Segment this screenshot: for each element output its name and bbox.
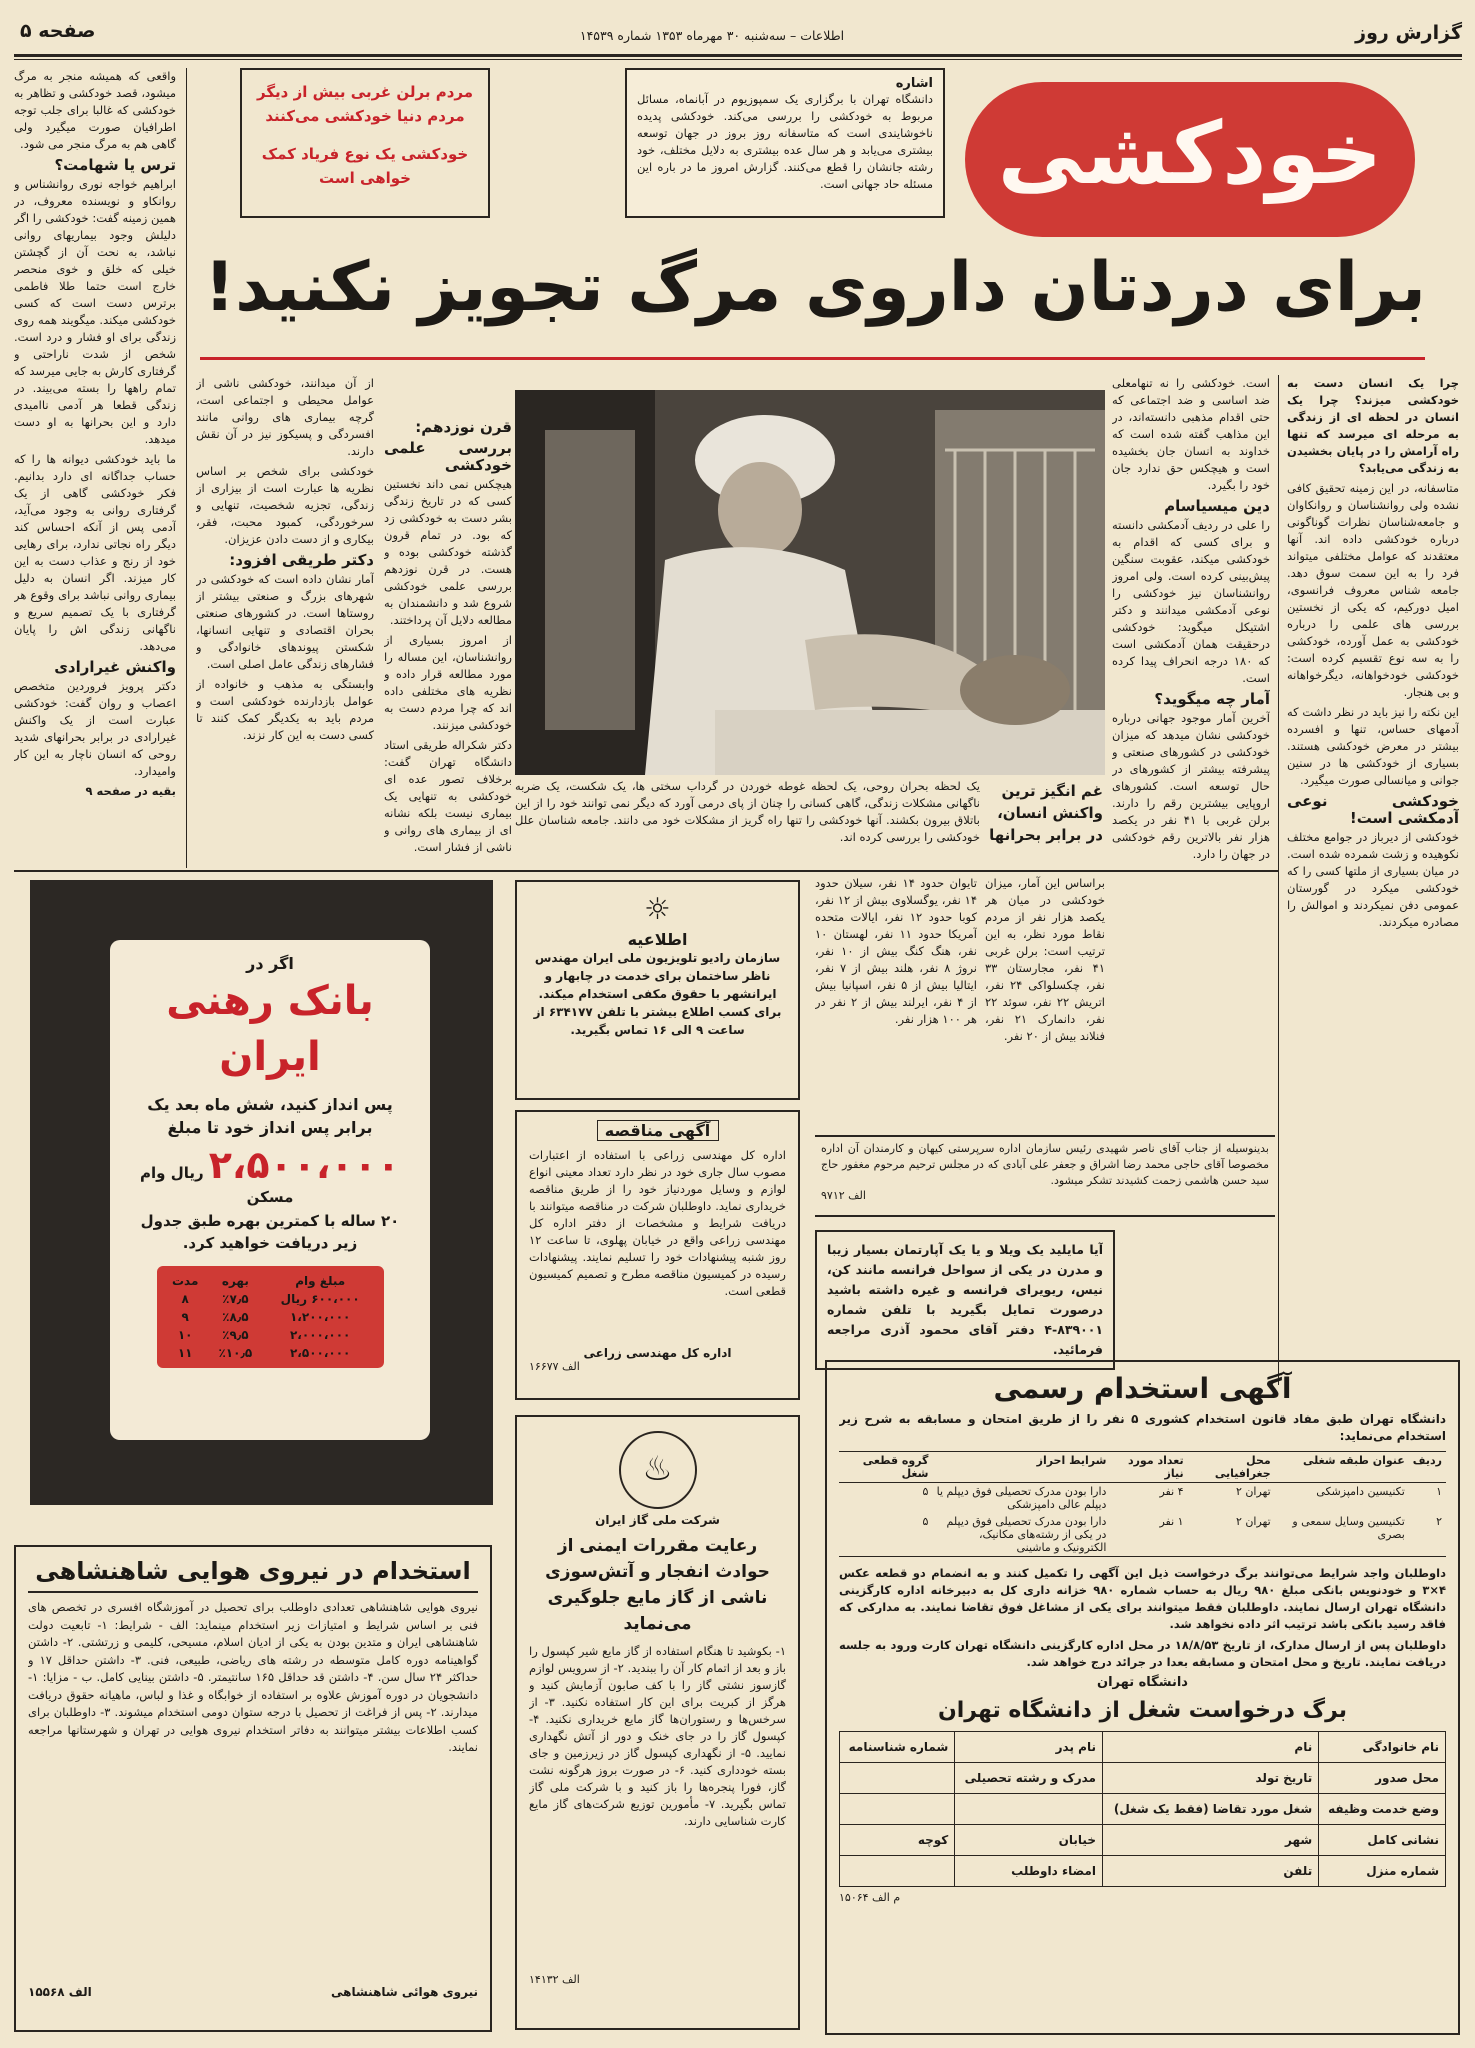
tender-signature: اداره کل مهندسی زراعی	[583, 1346, 732, 1360]
villa-text: آیا مایلید یک ویلا و یا یک آپارتمان بسیار زیبا و مدرن در یکی از سواحل فرانسه مانند کن، نیس، ریویرای فرانسه و غیره داشته باشید درصورت تمایل بگیرید با تلفن شماره ۸۳۹۰۰۱-۴ دفتر آقای محمود آذری مراجعه فرمائید.	[827, 1242, 1103, 1357]
lion-sun-emblem: ☼	[644, 892, 671, 927]
issue-line: اطلاعات – سه‌شنبه ۳۰ مهرماه ۱۳۵۳ شماره ۱۴۵۳۹	[579, 28, 845, 43]
col1-para-2: متاسفانه، در این زمینه تحقیق کافی نشده ولی روانشناسان و روانکاوان و جامعه‌شناسان نظرات گوناگونی درباره خودکشی داده اند. آنها معتقدند که عوامل مختلفی میتواند فرد را به این سمت سوق دهد. جامعه شناس معروف فرانسوی، امیل دورکیم، که یکی از نخستین بررسی های علمی را درباره خودکشی به عمل آورده، خودکشی را به سه نوع تقسیم کرده است: خودکشی خودخواهانه، دیگرخواهانه و بی هنجار.	[1287, 481, 1459, 699]
rate-cell: ۱۱	[177, 1346, 193, 1360]
form-row	[840, 1794, 1446, 1825]
form-field-label: تاریخ تولد	[1102, 1763, 1318, 1794]
air-force-text: نیروی هوایی شاهنشاهی تعدادی داوطلب برای تحصیل در آموزشگاه افسری در تخصص های فنی بر اساس شرایط و امتیازات زیر استخدام مینماید: الف - شرایط: ۱- تابعیت دولت شاهنشاهی ایران و متدین بودن به یکی از ادیان اسلام، مسیحی، کلیمی و زرتشتی. ۲- داشتن گواهینامه دوره کامل متوسطه در رشته های ریاضی، طبیعی، فنی. ۳- داشتن حداقل ۱۷ و حداکثر ۲۴ سال سن. ۴- داشتن قد حداقل ۱۶۵ سانتیمتر. ۵- داشتن بینایی کامل. ب - مزایا: ۱- دانشجویان در دوره آموزش علاوه بر استفاده از خوابگاه و غذا و لباس، ماهیانه حقوق دریافت میدارند. ۲- پس از فراغت از تحصیل با درجه ستوان دومی استخدام میشوند. ۳- داوطلبان برای کسب اطلاعات بیشتر میتوانند به دفاتر استخدام نیروی هوایی در تهران و شهرستانها مراجعه نمایند.	[28, 1600, 478, 1754]
form-field-label: خیابان	[955, 1825, 1103, 1856]
uni-col-header: ردیف	[1412, 1454, 1442, 1467]
mid-para-1: از آن میدانند، خودکشی ناشی از عوامل محیطی و اجتماعی است، گرچه بیماری های روانی مانند افسردگی و پسیکوز نیز در آن نقش دارند.	[196, 376, 374, 458]
uni-cell: دارا بودن مدرک تحصیلی فوق دیپلم یا دیپلم عالی دامپزشکی	[936, 1485, 1107, 1511]
mid-rule-horizontal	[14, 870, 1278, 872]
uni-table-row	[839, 1513, 1446, 1557]
uni-col-header: تعداد مورد نیاز	[1127, 1454, 1184, 1480]
photo-illustration	[515, 390, 1105, 775]
bank-ad-line-4: ۲۰ ساله با کمترین بهره طبق جدول	[140, 1212, 400, 1230]
form-field-label: وضع خدمت وظیفه	[1319, 1794, 1446, 1825]
tender-text: اداره کل مهندسی زراعی با استفاده از اعتبارات مصوب سال جاری خود در نظر دارد تعداد معینی انواع لوازم و وسایل موردنیاز خود را از طریق مناقصه خریداری نماید. داوطلبان شرکت در مناقصه میتوانند با دریافت شرایط و مشخصات از دفتر اداره کل مهندسی زراعی واقع در خیابان پهلوی، تا ساعت ۱۲ روز شنبه پیشنهادات خود را تسلیم نمایند. پیشنهادات رسیده در کمیسیون مناقصه مطرح و تصمیم کمیسیون قطعی است.	[529, 1148, 786, 1298]
bank-amount-unit: ریال وام مسکن	[140, 1164, 294, 1206]
uni-code: م الف ۱۵۰۶۴	[839, 1891, 901, 1904]
air-force-signature	[28, 1985, 478, 1999]
gas-safety-ad	[515, 1415, 800, 2030]
thanks-notice	[815, 1135, 1275, 1217]
bank-name: بانک رهنی ایران	[166, 978, 374, 1080]
uni-signature: دانشگاه تهران	[1097, 1675, 1188, 1690]
article-col-2	[1112, 375, 1270, 1120]
rate-row	[163, 1326, 378, 1344]
header-rule-thin	[14, 59, 1462, 60]
uni-cell: تکنیسین وسایل سمعی و بصری	[1292, 1515, 1405, 1541]
form-field-label: تلفن	[1102, 1856, 1318, 1887]
main-headline: برای دردتان داروی مرگ تجویز نکنید!	[204, 248, 1426, 327]
uni-cell: تهران ۲	[1235, 1515, 1271, 1528]
stats-column-b: براساس این آمار، میزان خودکشی در میان هر یکصد هزار نفر از مردم نقاط مورد نظر، به این ترتیب است: برلن غربی ۴۱ نفر، مجارستان ۳۳ نفر، چکسلواکی ۲۴ نفر، اتریش ۲۲ نفر، سوئد ۲۲ نفر، دانمارک ۲۱ نفر، فنلاند بیش از ۲۰ نفر.	[985, 876, 1105, 1043]
bank-ad	[30, 880, 493, 1505]
rate-table	[163, 1272, 378, 1362]
bank-ad-line-1: اگر در	[246, 954, 294, 973]
form-row	[840, 1856, 1446, 1887]
left-column	[14, 68, 176, 868]
intro-text: دانشگاه تهران با برگزاری یک سمپوزیوم در آبانماه، مسائل مربوط به خودکشی را بررسی می‌کند. خودکشی پدیده ناخوشایندی است که متاسفانه روز بروز در جهان توسعه بیشتری می‌یابد و هر سال عده بیشتری به دلایل مختلف، خود رشته جانشان را قطع می‌کنند. گزارش امروز ما در باره این مسئله حاد جهانی است.	[637, 92, 933, 191]
rate-header-term: مدت	[171, 1274, 199, 1288]
uni-cell: ۱ نفر	[1159, 1515, 1184, 1528]
uni-cell: ۲	[1436, 1515, 1442, 1528]
century-para-2: از امروز بسیاری از روانشناسان، این مساله را مورد مطالعه قرار داده و نظریه های مختلفی داده اند که چرا مردم دست به خودکشی میزنند.	[384, 633, 512, 732]
col2-para-2: را علی در ردیف آدمکشی دانسته و برای کسی که اقدام به خودکشی میکند، عقوبت سنگین پیش‌بینی کرده است. ولی امروز روانشناسان نیز خودکشی را نوعی آدمکشی میدانند و دکتر اشتیکل میگوید: خودکشی درحقیقت همان آدمکشی است که ۱۸۰ درجه انحراف پیدا کرده است.	[1112, 518, 1270, 685]
uni-cell: ۵	[922, 1485, 929, 1498]
left-continuation: بقیه در صفحه ۹	[85, 784, 176, 798]
gas-emblem: ♨	[619, 1431, 697, 1509]
uni-cell: تهران ۲	[1235, 1485, 1271, 1498]
rate-cell: ٪۹٫۵	[222, 1328, 249, 1342]
form-field-label: امضاء داوطلب	[955, 1856, 1103, 1887]
col1-para-4: خودکشی از دیرباز در جوامع مختلف نکوهیده و زشت شمرده شده است. در میان بسیاری از ملتها کسی را که خودکشی میکرد در گورستان عمومی دفن نمیکردند و اموالش را مصادره میکردند.	[1287, 830, 1459, 929]
title-badge	[965, 82, 1415, 237]
bank-ad-card	[110, 940, 430, 1440]
thanks-text: بدینوسیله از جناب آقای ناصر شهیدی رئیس سازمان اداره سرپرستی کیهان و کارمندان آن اداره مخصوصا آقای حاجی محمد رضا اشراق و جعفر علی آبادی که در مجلس ترحیم مرحوم مغفور حاج سید حسن هاشمی زحمت کشیدند تشکر میشود.	[821, 1142, 1269, 1187]
left-para-2: ابراهیم خواجه نوری روانشناس و روانکاو و نویسنده معروف، در همین زمینه گفت: خودکشی را اگر دلیلش وجود بیماریهای روانی نباشد، به نحت آن از گچشتن خیلی که خلق و خوی منحصر خارج است حتما طلا فاطمی برترس دست است که کسی خودکشی میکند. میگویند همه روی زندگی برای او فشار و درد است. شخص از شدت ناراحتی و گرفتاری کارش به جایی میرسد که تمام راهها را بسته می‌بیند. در زندگی قطعا هر آدمی ناامیدی دارد و این بحرانها به او دست میدهد.	[14, 177, 176, 446]
bank-ad-line-3: برابر پس انداز خود تا مبلغ	[167, 1118, 373, 1137]
rate-cell: ۹	[181, 1310, 189, 1324]
col2-para-3: آخرین آمار موجود جهانی درباره خودکشی نشان میدهد که میزان خودکشی در کشورهای صنعتی و پیشرفته بیشتر از کشورهای در حال توسعه است. کشورهای اروپایی بیشترین رقم را دارند. برلن غربی با ۴۱ نفر در یکصد هزار نفر بالاترین رقم خودکشی در جهان را دارد.	[1112, 711, 1270, 861]
form-field-label	[840, 1856, 955, 1887]
uni-cell: تکنیسین دامپزشکی	[1316, 1485, 1405, 1498]
gas-code: الف ۱۴۱۳۲	[529, 1973, 580, 1986]
radio-tv-notice	[515, 880, 800, 1100]
form-field-label	[840, 1794, 955, 1825]
rate-row	[163, 1290, 378, 1308]
left-para-3: ما باید خودکشی دیوانه ها را که حساب جداگانه ای دارد بدانیم. فکر خودکشی گاهی از یک گرفتاری روانی به وجود می‌آید، آدمی پس از آنکه احساس کند دیگر راه نجاتی ندارد، برای رهایی خود از رنج و عذاب دست به این کار میزند. اگر انسان به دلیل بیماری روانی نباشد برای وقوع هر گرفتاری با یک تصمیم سریع و ناگهانی زندگی اش را پایان می‌دهد.	[14, 452, 176, 653]
form-field-label: مدرک و رشته تحصیلی	[955, 1763, 1103, 1794]
uni-table-row	[839, 1483, 1446, 1514]
article-col-1	[1287, 375, 1459, 1385]
form-field-label: کوچه	[840, 1825, 955, 1856]
uni-application-form	[839, 1731, 1446, 1887]
col1-heading: خودکشی نوعی آدمکشی است!	[1287, 792, 1459, 827]
uni-jobs-table	[839, 1451, 1446, 1557]
bank-ad-line-2: پس انداز کنید، شش ماه بعد یک	[147, 1095, 393, 1114]
form-field-label: نشانی کامل	[1319, 1825, 1446, 1856]
uni-intro: دانشگاه تهران طبق مفاد قانون استخدام کشوری ۵ نفر را از طریق امتحان و مسابقه به شرح زیر استخدام می‌نماید:	[839, 1412, 1446, 1443]
bank-amount-value: ۲،۵۰۰،۰۰۰	[208, 1143, 400, 1187]
century-column	[384, 415, 512, 865]
col2-para-1: است. خودکشی را نه تنهامعلی ضد اساسی و ضد اجتماعی که حتی اقدام مذهبی دانسته‌اند، در این مذاهب گفته شده است که خداوند به انسان جان بخشیده است و هیچکس حق ندارد جان خود را بگیرد.	[1112, 376, 1270, 492]
university-employment-ad	[825, 1360, 1460, 2035]
bank-rate-table	[157, 1266, 384, 1368]
century-para-3: دکتر شکراله طریقی استاد دانشگاه تهران گفت: برخلاف تصور عده ای خودکشی به تنهایی یک بیماری نیست بلکه نشانه ای از بیماری های روانی و ناشی از فشار است.	[384, 738, 512, 854]
col1-para-3: این نکته را نیز باید در نظر داشت که آدمهای حساس، تنها و افسرده بیشتر در معرض خودکشی هستند. بسیاری از خودکشی ها در سنین جوانی و میانسالی صورت میگیرد.	[1287, 705, 1459, 787]
gas-org: شرکت ملی گاز ایران	[595, 1513, 720, 1527]
col1-para-1: چرا یک انسان دست به خودکشی میزند؟ چرا یک انسان در لحظه ای از زندگی به مرحله ای میرسد که تنها راه آرامش را در پایان بخشیدن به زندگی می‌یابد؟	[1287, 376, 1459, 475]
col-divider-a	[1278, 375, 1279, 1385]
left-heading-reflex: واکنش غیرارادی	[54, 658, 176, 676]
form-row	[840, 1732, 1446, 1763]
century-title-1: قرن نوزدهم:	[415, 418, 512, 436]
form-field-label: نام	[1102, 1732, 1318, 1763]
nurse-photo	[515, 390, 1105, 775]
section-label: گزارش روز	[1355, 22, 1462, 44]
mid-heading: دکتر طریقی افزود:	[229, 551, 374, 569]
form-field-label: شماره شناسنامه	[840, 1732, 955, 1763]
air-force-sign: نیروی هوائی شاهنشاهی	[331, 1985, 478, 1999]
villa-ad	[815, 1230, 1115, 1370]
intro-box	[625, 68, 945, 218]
mid-column	[196, 375, 374, 865]
century-para-1: هیچکس نمی داند نخستین کسی که در تاریخ زندگی بشر دست به خودکشی زد که بود. در تمام قرون گذشته خودکشی بوده و هست. در قرن نوزدهم بررسی علمی خودکشی شروع شد و دانشمندان به مطالعه دلایل آن پرداختند.	[384, 477, 512, 627]
uni-body: داوطلبان واجد شرایط می‌توانند برگ درخواست ذیل این آگهی را تکمیل کنند و به انضمام دو قطعه عکس ۴×۳ و خودنویس بانکی مبلغ ۹۸۰ ریال به حساب شماره ۹۸۰ خزانه داری کل به دبیرخانه اداره کارگزینی دانشگاه تهران ارسال نمایند. داوطلبان فقط میتوانند برای یکی از مشاغل فوق تقاضا نمایند. به مدارکی که فاقد رسید بانکی باشد ترتیب اثر داده نخواهد شد.	[839, 1566, 1446, 1631]
mid-para-3: آمار نشان داده است که خودکشی در شهرهای بزرگ و صنعتی بیشتر از روستاها است. در کشورهای صنعتی بحران اقتصادی و تنهایی انسانها، شکستن پیوندهای خانوادگی و فشارهای زندگی عامل اصلی است.	[196, 572, 374, 671]
title-word: خودکشی	[997, 104, 1383, 204]
gas-title: رعایت مقررات ایمنی از حوادث انفجار و آتش‌سوزی ناشی از گاز مایع جلوگیری می‌نماید	[545, 1536, 770, 1634]
left-column-divider	[186, 68, 187, 868]
form-field-label	[955, 1794, 1103, 1825]
uni-table-header	[839, 1452, 1446, 1483]
intro-label: اشاره	[895, 76, 933, 91]
rate-cell: ۶۰۰،۰۰۰ ریال	[280, 1292, 360, 1306]
notice-text: سازمان رادیو تلویزیون ملی ایران مهندس ناظر ساختمان برای خدمت در چابهار و ایرانشهر با حقوق مکفی استخدام میکند. برای کسب اطلاع بیشتر با تلفن ۶۳۴۱۷۷ از ساعت ۹ الی ۱۶ تماس بگیرید.	[533, 951, 782, 1037]
rate-cell: ٪۸٫۵	[222, 1310, 249, 1324]
rate-cell: ۱،۲۰۰،۰۰۰	[289, 1310, 351, 1324]
form-field-label	[840, 1763, 955, 1794]
form-field-label: شغل مورد تقاضا (فقط یک شغل)	[1102, 1794, 1318, 1825]
uni-col-header: محل جغرافیایی	[1214, 1454, 1271, 1480]
rate-header-interest: بهره	[221, 1274, 249, 1288]
uni-cell: ۱	[1436, 1485, 1442, 1498]
uni-body-2: داوطلبان پس از ارسال مدارک، از تاریخ ۱۸/۸/۵۳ در محل اداره کارگزینی دانشگاه تهران کارت ورود به جلسه دریافت نمایند. تاریخ و محل امتحان و مسابقه بعدا در جرائد درج خواهد شد.	[839, 1638, 1446, 1669]
form-field-label: محل صدور	[1319, 1763, 1446, 1794]
subtitle-berlin: مردم برلن غربی بیش از دیگر مردم دنیا خودکشی می‌کنند	[256, 83, 474, 125]
rate-cell: ۱۰	[177, 1328, 193, 1342]
uni-form-title: برگ درخواست شغل از دانشگاه تهران	[937, 1698, 1348, 1723]
uni-cell: دارا بودن مدرک تحصیلی فوق دیپلم در یکی از رشته‌های مکانیک، الکترونیک و ماشینی	[946, 1515, 1107, 1554]
tender-code: الف ۱۶۶۷۷	[529, 1360, 580, 1373]
left-para-4: دکتر پرویز فروردین متخصص اعصاب و روان گفت: خودکشی عبارت است از یک واکنش غیرارادی در برابر بحرانهای شدید روحی که انسان ناچار به این کار وامیدارد.	[14, 679, 176, 778]
rate-header-amount: مبلغ وام	[295, 1274, 346, 1288]
notice-title: اطلاعیه	[627, 930, 688, 949]
uni-cell: ۵	[922, 1515, 929, 1528]
center-heading: غم انگیز ترین واکنش انسان، در برابر بحرانها	[989, 782, 1103, 844]
air-force-title: استخدام در نیروی هوایی شاهنشاهی	[28, 1557, 478, 1593]
thanks-code: الف ۹۷۱۲	[821, 1189, 866, 1202]
rate-cell: ۸	[181, 1292, 189, 1306]
form-field-label: شماره منزل	[1319, 1856, 1446, 1887]
rate-cell: ٪۷٫۵	[222, 1292, 249, 1306]
stats-column-a: تایوان حدود ۱۴ نفر، سیلان حدود ۱۴ نفر، یوگسلاوی بیش از ۱۲ نفر، کوبا حدود ۱۲ نفر، ایالات متحده آمریکا حدود ۱۱ نفر، لهستان ۱۰ نفر، هنگ کنگ بیش از ۱۰ نفر، نروژ ۸ نفر، هلند بیش از ۷ نفر، ایتالیا بیش از ۵ نفر، اسپانیا بیش از ۴ نفر، ایرلند بیش از ۲ نفر در هر ۱۰۰ هزار نفر.	[815, 876, 977, 1026]
century-title-2: بررسی علمی خودکشی	[384, 439, 512, 474]
uni-title: آگهی استخدام رسمی	[993, 1372, 1292, 1405]
form-field-label: نام پدر	[955, 1732, 1103, 1763]
subtitle-cry-for-help: خودکشی یک نوع فریاد کمک خواهی است	[261, 145, 469, 187]
col2-heading-stats: آمار چه میگوید؟	[1154, 690, 1270, 708]
rate-cell: ۲،۵۰۰،۰۰۰	[289, 1346, 351, 1360]
tender-title: آگهی مناقصه	[597, 1120, 719, 1141]
form-field-label: نام خانوادگی	[1319, 1732, 1446, 1763]
page-number-label: صفحه ۵	[20, 20, 96, 42]
header-bar	[14, 20, 1462, 54]
uni-col-header: گروه قطعی شغل	[862, 1454, 929, 1480]
air-force-ad	[14, 1545, 492, 2032]
rate-cell: ٪۱۰٫۵	[218, 1346, 253, 1360]
uni-col-header: شرایط احراز	[1036, 1454, 1107, 1467]
bank-ad-line-5: زیر دریافت خواهید کرد.	[182, 1234, 358, 1252]
photo-caption: یک لحظه بحران روحی، یک لحظه غوطه خوردن در گرداب سختی ها، یک شکست، یک ضربه ناگهانی مشکلات زندگی، گاهی کسانی را چنان از پای درمی آورد که دیگر نمی توانند خود را از این باتلاق بیرون بکشند. آنها خودکشی را تنها راه گریز از مشکلات خود می دانند. جامعه شناسان علل خودکشی را بررسی کرده اند.	[515, 779, 980, 844]
header-rule	[14, 54, 1462, 57]
rate-cell: ۲،۰۰۰،۰۰۰	[289, 1328, 351, 1342]
col2-heading: دین میسیاسام	[1164, 497, 1270, 515]
rate-row	[163, 1308, 378, 1326]
uni-cell: ۴ نفر	[1159, 1485, 1184, 1498]
gas-text: ۱- بکوشید تا هنگام استفاده از گاز مایع شیر کپسول را باز و بعد از اتمام کار آن را ببندید. ۲- از سرویس لوازم گازسوز نشتی گاز را با کف صابون آزمایش کنید و هرگز از کبریت برای این کار استفاده نکنید. ۳- از سرخس‌ها و رستوران‌ها گاز مایع خریداری نکنید. ۴- کپسول گاز را در جای خنک و دور از آتش نگهداری نمایید. ۵- از نگهداری کپسول گاز در زیرزمین و جای بسته خودداری کنید. ۶- در صورت بروز هرگونه نشت گاز، فورا پنجره‌ها را باز کنید و با شرکت ملی گاز تماس بگیرید. ۷- مأمورین توزیع شرکت‌های گاز مایع کارت شناسایی دارند.	[529, 1644, 786, 1828]
headline-rule	[200, 357, 1425, 360]
mid-para-2: خودکشی برای شخص بر اساس نظریه ها عبارت است از بیزاری از زندگی، تجزیه شخصیت، تنهایی و سرخوردگی، کمبود محبت، فقر، بیکاری و از دست دادن عزیزان.	[196, 464, 374, 546]
boxed-subtitles	[240, 68, 490, 218]
tender-notice	[515, 1110, 800, 1400]
left-heading-courage: ترس یا شهامت؟	[54, 156, 176, 174]
left-para-1: واقعی که همیشه منجر به مرگ میشود، قصد خودکشی و تظاهر به خودکشی که غالبا برای جلب توجه اطرافیان صورت میگیرد ولی گاهی هم به مرگ منجر می شود.	[14, 69, 176, 151]
bank-amount	[126, 1143, 414, 1206]
air-force-code: الف ۱۵۵۶۸	[28, 1985, 92, 1999]
form-row	[840, 1825, 1446, 1856]
rate-row	[163, 1344, 378, 1362]
uni-col-header: عنوان طبقه شغلی	[1302, 1454, 1405, 1467]
form-row	[840, 1763, 1446, 1794]
mid-para-4: وابستگی به مذهب و خانواده از عوامل بازدارنده خودکشی است و مردم باید به یکدیگر کمک کنند تا کسی دست به این کار نزند.	[196, 677, 374, 742]
form-field-label: شهر	[1102, 1825, 1318, 1856]
